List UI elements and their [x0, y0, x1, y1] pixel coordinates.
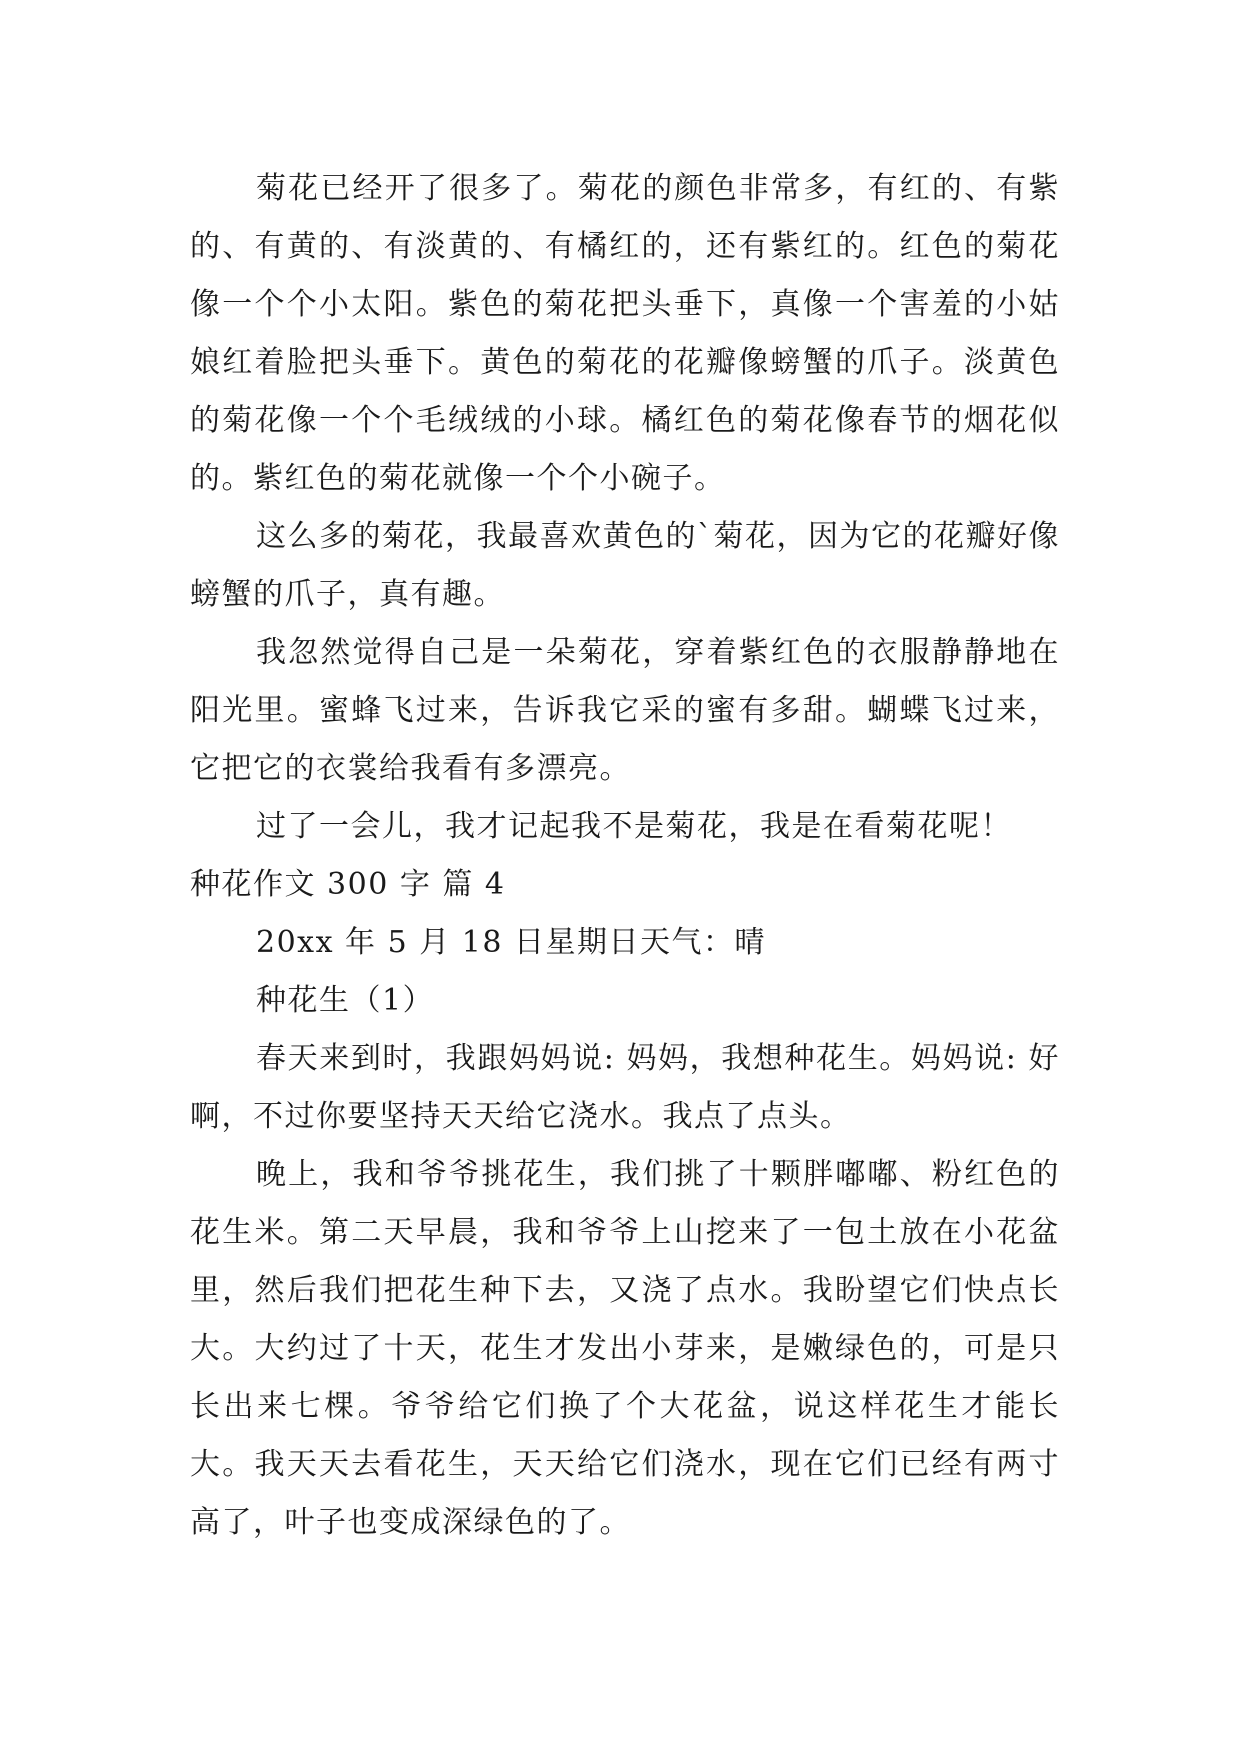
diary-title: 种花生（1）: [256, 983, 435, 1018]
paragraph-imagine-chrysanthemum: 我忽然觉得自己是一朵菊花，穿着紫红色的衣服静静地在阳光里。蜜蜂飞过来，告诉我它采的蜜有多甜。蝴蝶飞过来，它把它的衣裳给我看有多漂亮。: [190, 635, 1060, 786]
paragraph-favorite-chrysanthemum: 这么多的菊花，我最喜欢黄色的`菊花，因为它的花瓣好像螃蟹的爪子，真有趣。: [190, 519, 1060, 612]
section-heading: 种花作文 300 字 篇 4: [190, 867, 506, 902]
paragraph-chrysanthemum-colors: 菊花已经开了很多了。菊花的颜色非常多，有红的、有紫的、有黄的、有淡黄的、有橘红的，还有紫红的。红色的菊花像一个个小太阳。紫色的菊花把头垂下，真像一个害羞的小姑娘红着脸把头垂下。黄色的菊花的花瓣像螃蟹的爪子。淡黄色的菊花像一个个毛绒绒的小球。橘红色的菊花像春节的烟花似的。紫红色的菊花就像一个个小碗子。: [190, 171, 1060, 496]
paragraph-planting-peanuts: 晚上，我和爷爷挑花生，我们挑了十颗胖嘟嘟、粉红色的花生米。第二天早晨，我和爷爷上山挖来了一包土放在小花盆里，然后我们把花生种下去，又浇了点水。我盼望它们快点长大。大约过了十天，花生才发出小芽来，是嫩绿色的，可是只长出来七棵。爷爷给它们换了个大花盆，说这样花生才能长大。我天天去看花生，天天给它们浇水，现在它们已经有两寸高了，叶子也变成深绿色的了。: [190, 1157, 1060, 1540]
document-page: [190, 160, 1060, 1552]
paragraph-spring-conversation: 春天来到时，我跟妈妈说: 妈妈，我想种花生。妈妈说: 好啊，不过你要坚持天天给它浇水。我点了点头。: [190, 1041, 1060, 1134]
diary-date-line: 20xx 年 5 月 18 日星期日天气：晴: [256, 925, 766, 960]
paragraph-realization: 过了一会儿，我才记起我不是菊花，我是在看菊花呢！: [256, 809, 1012, 844]
